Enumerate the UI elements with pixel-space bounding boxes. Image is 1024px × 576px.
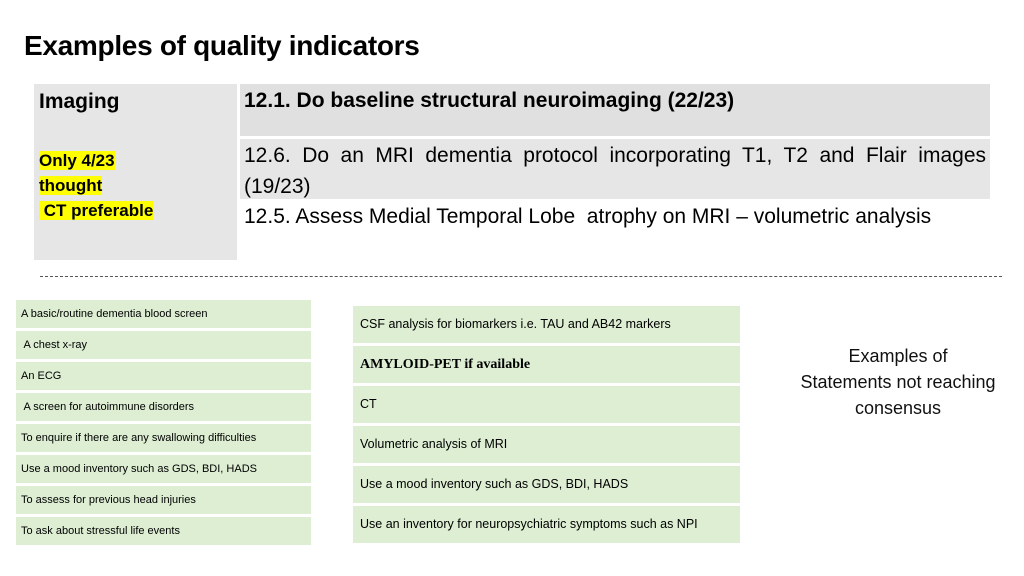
- statement-item: A screen for autoimmune disorders: [16, 393, 311, 421]
- note-line: Only 4/23: [39, 151, 115, 170]
- statement-item: CT: [353, 386, 740, 423]
- right-statement-list: [353, 306, 740, 546]
- statement-item: A chest x-ray: [16, 331, 311, 359]
- note-line: thought: [39, 176, 103, 195]
- side-note-line: Statements not reaching: [800, 372, 996, 392]
- indicator-row-12-1: 12.1. Do baseline structural neuroimaging (22/23): [240, 84, 990, 136]
- side-note-line: Examples of: [848, 346, 948, 366]
- indicator-row-12-6: 12.6. Do an MRI dementia protocol incorporating T1, T2 and Flair images (19/23): [240, 139, 990, 199]
- statement-item: A basic/routine dementia blood screen: [16, 300, 311, 328]
- left-statement-list: [16, 300, 311, 548]
- page-title: Examples of quality indicators: [24, 30, 420, 61]
- statement-item: CSF analysis for biomarkers i.e. TAU and AB42 markers: [353, 306, 740, 343]
- statement-item: Use an inventory for neuropsychiatric symptoms such as NPI: [353, 506, 740, 543]
- ct-preference-note: [39, 148, 153, 223]
- side-note: [786, 343, 1010, 421]
- statement-item: To enquire if there are any swallowing difficulties: [16, 424, 311, 452]
- side-note-line: consensus: [854, 398, 942, 418]
- statement-item: AMYLOID-PET if available: [353, 346, 740, 383]
- statement-item: To assess for previous head injuries: [16, 486, 311, 514]
- category-label: Imaging: [39, 90, 120, 113]
- dashed-divider: [40, 276, 1002, 277]
- category-cell: [34, 84, 237, 260]
- statement-item: Volumetric analysis of MRI: [353, 426, 740, 463]
- note-line: CT preferable: [39, 201, 154, 220]
- statement-item: To ask about stressful life events: [16, 517, 311, 545]
- indicator-row-12-5: 12.5. Assess Medial Temporal Lobe atrophy on MRI – volumetric analysis: [240, 200, 990, 262]
- statement-item: Use a mood inventory such as GDS, BDI, HADS: [16, 455, 311, 483]
- statement-item: Use a mood inventory such as GDS, BDI, HADS: [353, 466, 740, 503]
- statement-item: An ECG: [16, 362, 311, 390]
